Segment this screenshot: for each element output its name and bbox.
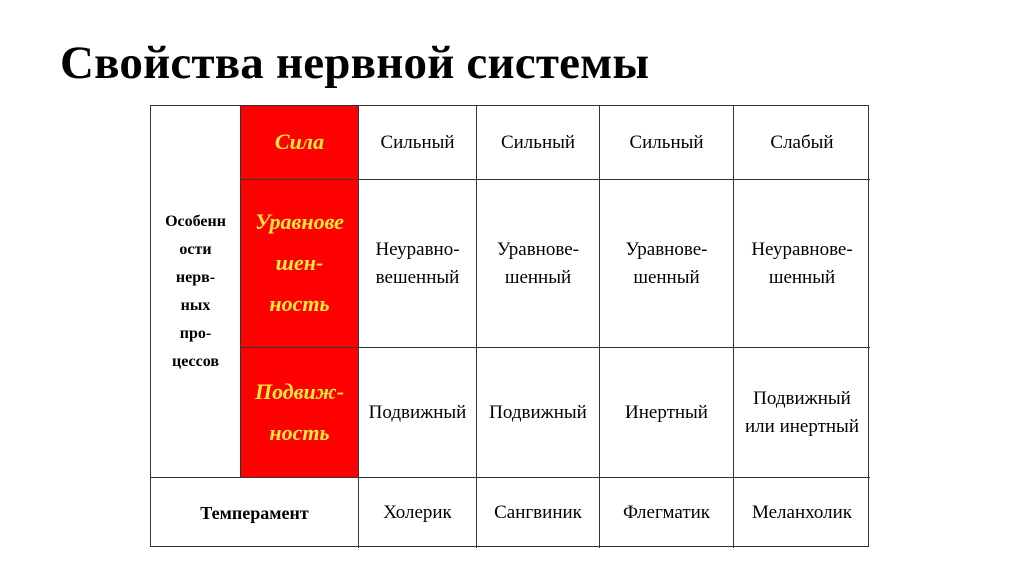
balance-value-2: Уравнове- шенный [477, 180, 600, 348]
property-strength-label: Сила [241, 106, 359, 180]
property-mobility-label: Подвиж- ность [241, 348, 359, 478]
strength-value-3: Сильный [600, 106, 734, 180]
strength-value-1: Сильный [359, 106, 477, 180]
balance-value-1: Неуравно- вешенный [359, 180, 477, 348]
temperament-value-3: Флегматик [600, 478, 734, 548]
strength-value-4: Слабый [734, 106, 870, 180]
balance-value-3: Уравнове- шенный [600, 180, 734, 348]
temperament-value-2: Сангвиник [477, 478, 600, 548]
nervous-system-table [150, 105, 869, 547]
mobility-value-3: Инертный [600, 348, 734, 478]
mobility-value-1: Подвижный [359, 348, 477, 478]
group-label-cell: Особенн ости нерв- ных про- цессов [151, 106, 241, 478]
mobility-value-4: Подвижный или инертный [734, 348, 870, 478]
balance-value-4: Неуравнове- шенный [734, 180, 870, 348]
property-balance-label: Уравнове шен- ность [241, 180, 359, 348]
temperament-value-1: Холерик [359, 478, 477, 548]
temperament-value-4: Меланхолик [751, 502, 853, 524]
temperament-label: Темперамент [151, 478, 359, 548]
strength-value-2: Сильный [477, 106, 600, 180]
mobility-value-2: Подвижный [477, 348, 600, 478]
page-title: Свойства нервной системы [60, 37, 650, 89]
